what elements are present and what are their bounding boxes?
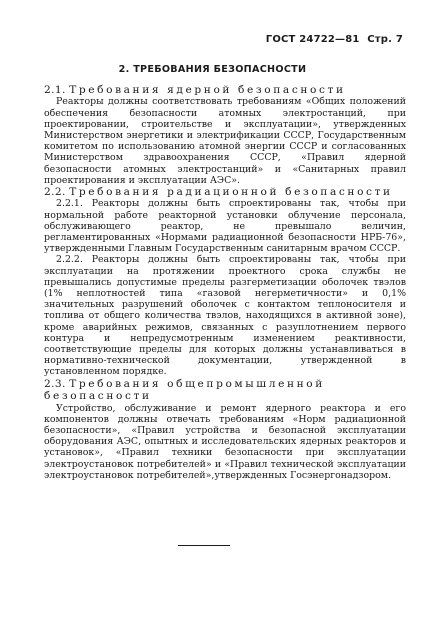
paragraph: Реакторы должны соответствовать требованиям «Общих положений обеспечения безопасности атомных электростанций, при проектировании, строительстве и эксплуатации», утвержденных Министерством энергетики и электрификации СССР, Государственным комитетом по использованию атомной энергии СССР и согласованных Министерством здравоохранения СССР, «Правил ядерной безопасности атомных электростанций» и «Санитарных правил проектирования и эксплуатации АЭС». xyxy=(44,96,406,186)
page-header xyxy=(266,34,403,45)
paragraph: 2.2.2. Реакторы должны быть спроектированы так, чтобы при эксплуатации на протяжении проектного срока службы не превышались допустимые пределы разгерметизации оболочек твэлов (1% неплотностей типа «газовой негерметичности» и 0,1% значительных разрушений оболочек с контактом теплоносителя и топлива от общего количества твэлов, находящихся в активной зоне), кроме аварийных режимов, связанных с разуплотнением первого контура и непредусмотренным изменением реактивности, соответствующие пределы для которых должны устанавливаться в нормативно-технической документации, утвержденной в установленном порядке. xyxy=(44,254,406,378)
subsection-title: Требования ядерной безопасности xyxy=(69,84,346,96)
subsection-number: 2.2. xyxy=(44,186,66,199)
end-rule xyxy=(178,545,230,546)
subsection-number: 2.1. xyxy=(44,84,66,96)
document-body xyxy=(44,84,406,481)
subsection-title: Требования радиационной безопасности xyxy=(69,186,393,199)
subsection-heading xyxy=(44,378,406,403)
section-title: 2. ТРЕБОВАНИЯ БЕЗОПАСНОСТИ xyxy=(118,64,307,75)
paragraph: 2.2.1. Реакторы должны быть спроектированы так, чтобы при нормальной работе реакторной установки облучение персонала, обслуживающего реактор, не превышало величин, регламентированных «Нормами радиационной безопасности НРБ-76», утвержденными Главным Государственным санитарным врачом СССР. xyxy=(44,198,406,255)
subsection-title: Требования общепромышленной безопасности xyxy=(44,377,325,403)
paragraph: Устройство, обслуживание и ремонт ядерного реактора и его компонентов должны отвечать требованиям «Норм радиационной безопасности», «Правил устройства и безопасной эксплуатации оборудования АЭС, опытных и исследовательских ядерных реакторов и установок», «Правил техники безопасности при эксплуатации электроустановок потребителей» и «Правил технической эксплуатации электроустановок потребителей»,утвержденных Госэнергонадзором. xyxy=(44,402,406,481)
subsection-heading xyxy=(44,186,406,198)
subsection-heading xyxy=(44,84,406,96)
page-number: Стр. 7 xyxy=(367,34,403,45)
standard-number: ГОСТ 24722—81 xyxy=(265,34,360,45)
subsection-number: 2.3. xyxy=(44,377,66,390)
